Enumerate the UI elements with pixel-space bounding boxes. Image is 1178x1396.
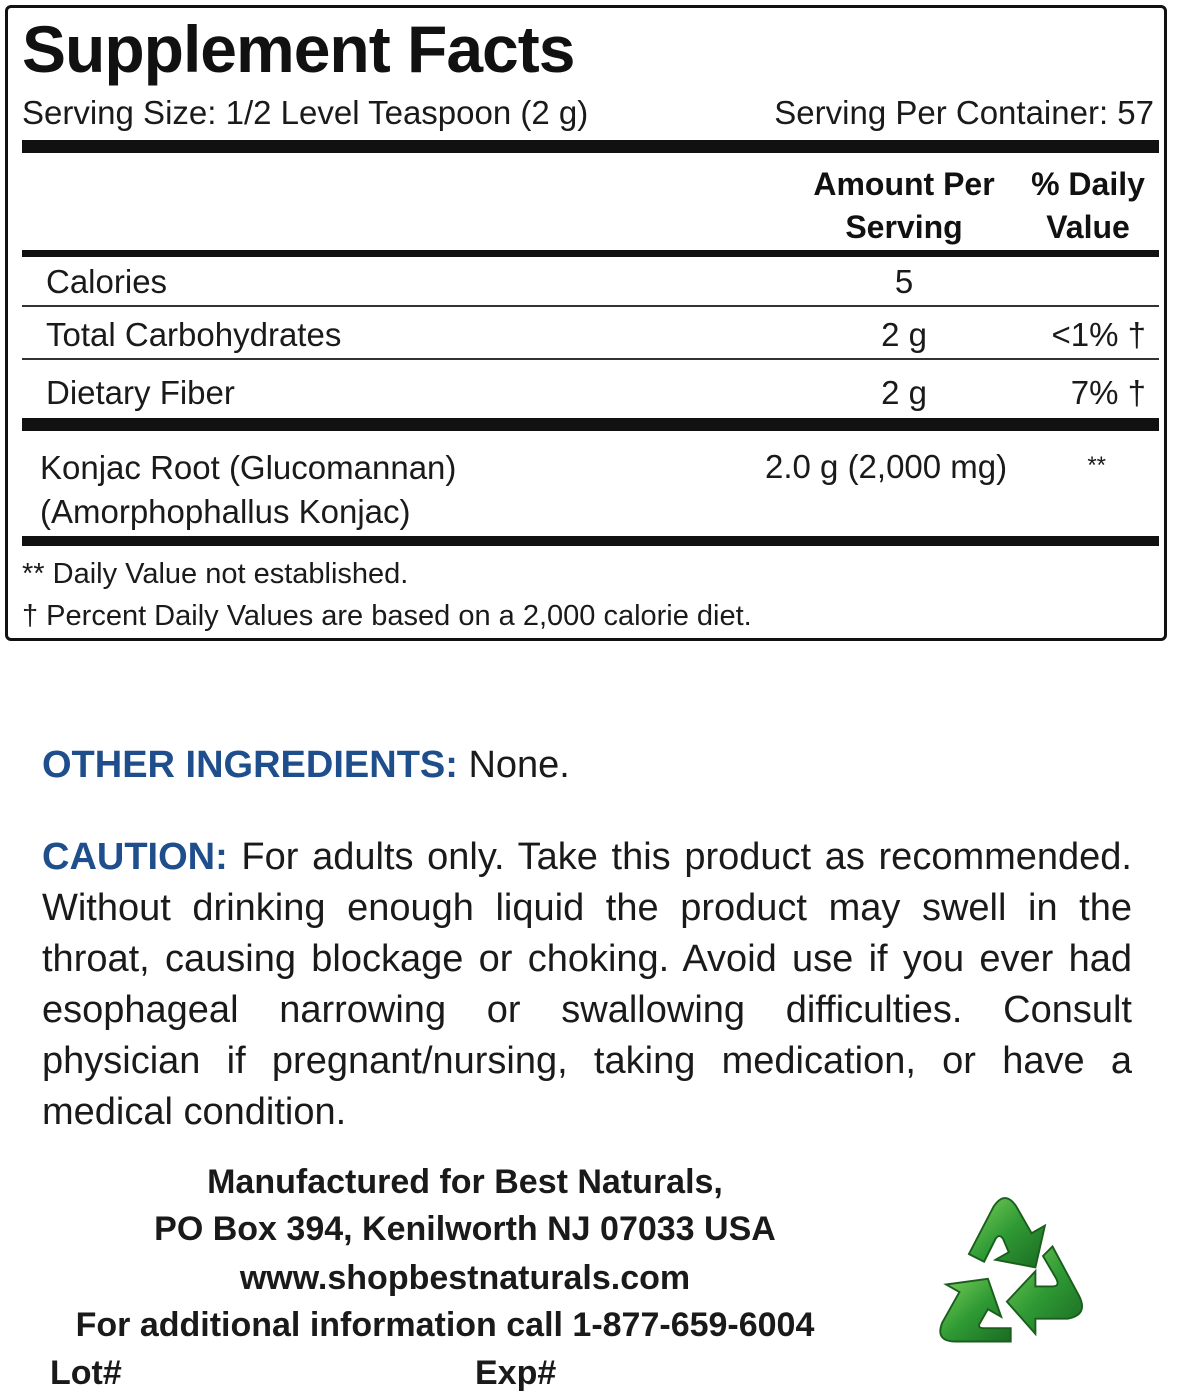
nutrient-name: Total Carbohydrates [46,316,342,353]
expiry-label: Exp# [475,1354,557,1392]
lot-number-label: Lot# [50,1354,122,1392]
recycle-icon [910,1180,1100,1370]
manufacturer-phone: For additional information call 1-877-659-6004 [75,1306,815,1344]
nutrient-amount: 5 [894,263,914,300]
nutrient-dv: 7% † [1070,374,1146,411]
divider-thick [22,536,1159,546]
other-ingredients-value: None. [457,744,570,786]
facts-title: Supplement Facts [22,12,575,86]
konjac-amount: 2.0 g (2,000 mg) [765,448,1008,485]
divider-header [22,250,1159,257]
divider-thin [22,305,1159,307]
other-ingredients [42,746,570,784]
ingredient-konjac: Konjac Root (Glucomannan) (Amorphophallus Konjac) [40,449,457,530]
nutrient-amount: 2 g [881,316,927,353]
konjac-dv: ** [1087,452,1106,479]
supplement-facts-panel [5,5,1167,641]
header-amount-per-serving: Amount Per Serving [813,166,995,245]
caution-text [42,832,1132,1138]
manufacturer-name: Manufactured for Best Naturals, [207,1163,723,1201]
divider-thick [22,140,1159,153]
other-ingredients-label: OTHER INGREDIENTS: [42,744,458,786]
manufacturer-website: www.shopbestnaturals.com [239,1259,691,1297]
footnote-dv-not-established: ** Daily Value not established. [22,558,409,590]
divider-thick [22,418,1159,431]
footnote-percent-dv: † Percent Daily Values are based on a 2,000 calorie diet. [22,600,752,632]
header-daily-value: % Daily Value [1031,166,1145,245]
nutrient-amount: 2 g [881,374,927,411]
divider-thin [22,358,1159,360]
servings-per-container: Serving Per Container: 57 [774,94,1154,131]
caution-body: For adults only. Take this product as recommended. Without drinking enough liquid the product may swell in the throat, causing blockage or choking. Avoid use if you ever had esophageal narrowing or swallowing difficulties. Consult physician if pregnant/nursing, taking medication, or have a medical condition. [42,836,1132,1133]
caution-label: CAUTION: [42,836,228,878]
nutrient-dv: <1% † [1051,316,1146,353]
nutrient-name: Dietary Fiber [46,374,235,411]
serving-size: Serving Size: 1/2 Level Teaspoon (2 g) [22,94,589,131]
nutrient-name: Calories [46,263,168,300]
manufacturer-address: PO Box 394, Kenilworth NJ 07033 USA [154,1210,776,1248]
